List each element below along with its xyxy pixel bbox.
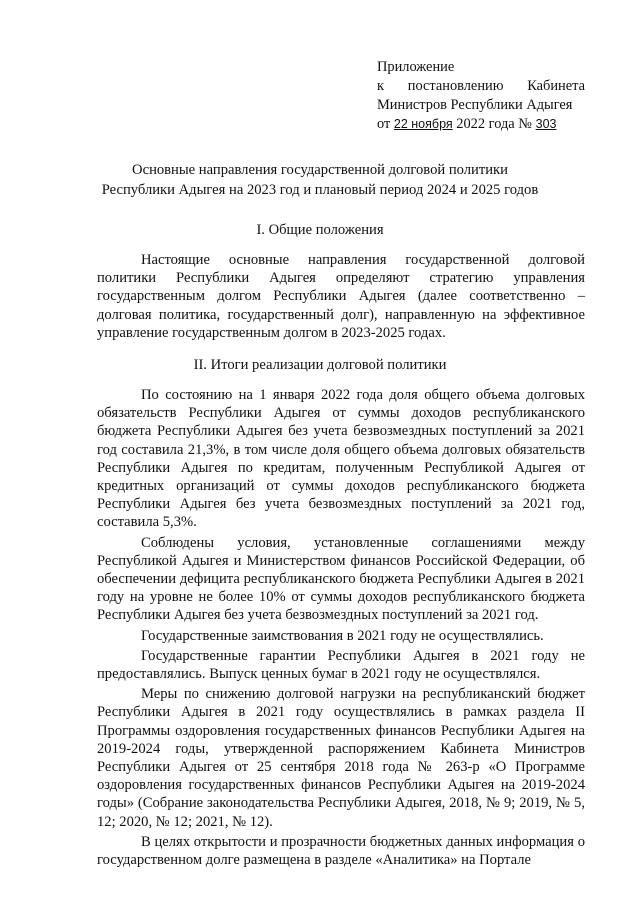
section-2-paragraph-2: Соблюдены условия, установленные соглашениями между Республикой Адыгея и Министерством финансов Российской Федерации, об обеспечении дефицита республиканского бюджета Республики Адыгея в 2021 году на уровне не более 10% от суммы доходов республиканского бюджета Республики Адыгея без учета безвозмездных поступлений за 2021 год. xyxy=(97,534,585,624)
section-2-body xyxy=(97,386,585,869)
appendix-label: Приложение xyxy=(377,59,455,75)
section-2-heading: II. Итоги реализации долговой политики xyxy=(193,357,447,373)
appendix-k: к xyxy=(377,78,384,94)
appendix-date: 22 ноября xyxy=(393,117,453,131)
section-1-body xyxy=(97,251,585,342)
appendix-from: от xyxy=(377,116,391,132)
appendix-decree-line xyxy=(377,77,585,96)
appendix-ministers: Министров Республики Адыгея xyxy=(377,97,573,113)
section-2-paragraph-4: Государственные гарантии Республики Адыгея в 2021 году не предоставлялись. Выпуск ценных бумаг в 2021 году не осуществлялся. xyxy=(97,647,585,683)
appendix-number: 303 xyxy=(535,117,557,131)
section-1-heading: I. Общие положения xyxy=(256,222,384,238)
title-line-2: Республики Адыгея на 2023 год и плановый период 2024 и 2025 годов xyxy=(101,182,539,198)
appendix-date-line xyxy=(377,115,585,134)
document-title xyxy=(70,160,570,200)
section-2-paragraph-1: По состоянию на 1 января 2022 года доля общего объема долговых обязательств Республики Адыгея от суммы доходов республиканского бюджета Республики Адыгея без учета безвозмездных поступлений за 2021 год составила 21,3%, в том числе доля общего объема долговых обязательств Республики Адыгея по кредитам, полученным Республикой Адыгея от кредитных организаций от суммы доходов республиканского бюджета Республики Адыгея без учета безвозмездных поступлений за 2021 год, составила 5,3%. xyxy=(97,387,585,531)
section-1-paragraph-1: Настоящие основные направления государственной долговой политики Республики Адыгея определяют стратегию управления государственным долгом Республики Адыгея (далее соответственно – долговая политика, государственный долг), направленную на эффективное управление государственным долгом в 2023-2025 годах. xyxy=(97,252,585,341)
appendix-decree: постановлению xyxy=(407,78,504,94)
appendix-block xyxy=(377,58,585,134)
appendix-year: 2022 года № xyxy=(456,116,533,132)
section-2-paragraph-3: Государственные заимствования в 2021 году не осуществлялись. xyxy=(141,627,544,644)
title-line-1: Основные направления государственной долговой политики xyxy=(132,162,508,178)
section-2-paragraph-6: В целях открытости и прозрачности бюджетных данных информация о государственном долге размещена в разделе «Аналитика» на Портале xyxy=(97,833,585,869)
appendix-cabinet: Кабинета xyxy=(527,78,585,94)
section-2-paragraph-5: Меры по снижению долговой нагрузки на республиканский бюджет Республики Адыгея в 2021 году осуществлялись в рамках раздела II Программы оздоровления государственных финансов Республики Адыгея на 2019-2024 годы, утвержденной распоряжением Кабинета Министров Республики Адыгея от 25 сентября 2018 года № 263-р «О Программе оздоровления государственных финансов Республики Адыгея на 2019-2024 годы» (Собрание законодательства Республики Адыгея, 2018, № 9; 2019, № 5, 12; 2020, № 12; 2021, № 12). xyxy=(97,686,585,830)
